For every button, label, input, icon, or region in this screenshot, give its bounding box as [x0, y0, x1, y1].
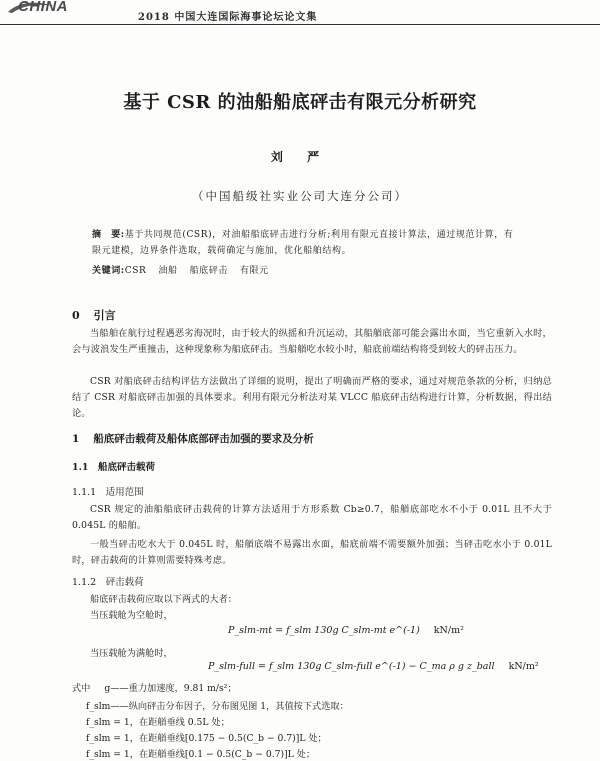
definition-line: f_slm = 1，在距艏垂线[0.175 − 0.5(C_b − 0.7)]L 处； [86, 733, 327, 744]
paper-title: 基于 CSR 的油船船底砰击有限元分析研究 [123, 92, 477, 113]
section-1-heading [72, 431, 314, 446]
definition-line: f_slm = 1，在距艏垂线 0.5L 处； [86, 717, 230, 728]
intro-paragraph-1: 当船舶在航行过程遇恶劣海况时，由于较大的纵摇和升沉运动，其船艏底部可能会露出水面，当它重新入水时，会与波浪发生严重撞击，这种现象称为船底砰击。当船艏吃水较小时，船底前端结构将受到较大的砰击压力。 [72, 328, 552, 355]
where-label: 式中 [72, 683, 91, 694]
full-ballast-line: 当压载舱为满舱时， [90, 648, 173, 659]
abstract [92, 227, 522, 259]
page-header [0, 0, 600, 30]
scope-paragraph-2: 一般当砰击吃水大于 0.045L 时，船艏底端不易露出水面，船底前端不需要额外加强；当砰击吃水小于 0.01L 时，砰击载荷的计算则需要特殊考虑。 [72, 539, 552, 566]
equation-empty [228, 625, 464, 636]
section-0-heading [72, 307, 116, 323]
equation-expression: P_slm-full = f_slm 130g C_slm-full e^(-1) − C_ma ρ g z_ball [208, 661, 495, 672]
scope-paragraph-1: CSR 规定的油船船底砰击载荷的计算方法适用于方形系数 Cb≥0.7，船艏底部吃水不小于 0.01L 且不大于 0.045L 的船舶。 [72, 504, 552, 531]
abstract-label: 摘 要: [92, 230, 125, 240]
subsection-1-1-1: 1.1.1 适用范围 [72, 487, 144, 498]
equation-expression: P_slm-mt = f_slm 130g C_slm-mt e^(-1) [228, 625, 420, 636]
keyword-item: 油船 [158, 266, 178, 276]
equation-unit: kN/m² [508, 661, 539, 672]
keywords-label: 关键词: [92, 266, 125, 276]
logo-text: CHINA [18, 0, 68, 15]
author-name: 刘 严 [270, 150, 330, 164]
load-intro-line: 船底砰击载荷应取以下两式的大者： [90, 594, 237, 605]
empty-ballast-line: 当压载舱为空舱时， [90, 610, 173, 621]
definition-line: f_slm = 1，在距艏垂线[0.1 − 0.5(C_b − 0.7)]L 处； [86, 749, 316, 760]
section-title: 船底砰击载荷及船体底部砰击加强的要求及分析 [93, 433, 314, 445]
affiliation: （中国船级社实业公司大连分公司） [192, 189, 408, 203]
keyword-item: CSR [124, 266, 147, 276]
keywords [92, 263, 522, 276]
conference-name: 2018 中国大连国际海事论坛论文集 [138, 12, 318, 23]
equation-unit: kN/m² [433, 625, 464, 636]
keyword-item: 有限元 [239, 266, 269, 276]
section-number: 1 [72, 433, 80, 445]
where-g: g——重力加速度，9.81 m/s²； [104, 683, 237, 694]
section-number: 0 [72, 309, 80, 322]
intro-paragraph-2: CSR 对船底砰击结构评估方法做出了详细的说明，提出了明确而严格的要求，通过对规范条款的分析，归纳总结了 CSR 对船底砰击加强的具体要求。利用有限元分析法对某 VLCC 船底砰击结构进行计算，分析数据，得出结论。 [72, 376, 552, 419]
where-line [72, 680, 237, 694]
subsection-1-1: 1.1 船底砰击载荷 [72, 462, 156, 473]
abstract-text: 基于共同规范(CSR)，对油船船底砰击进行分析;利用有限元直接计算法，通过规范计算，有限元建模，边界条件选取，载荷确定与施加，优化船舶结构。 [92, 230, 514, 256]
section-title: 引言 [93, 309, 116, 322]
keyword-item: 船底砰击 [189, 266, 228, 276]
subsection-1-1-2: 1.1.2 砰击载荷 [72, 577, 144, 588]
definition-line: f_slm——纵向砰击分布因子，分布图见图 1，其值按下式选取： [86, 701, 349, 712]
equation-full [208, 661, 539, 672]
header-divider [0, 24, 600, 25]
